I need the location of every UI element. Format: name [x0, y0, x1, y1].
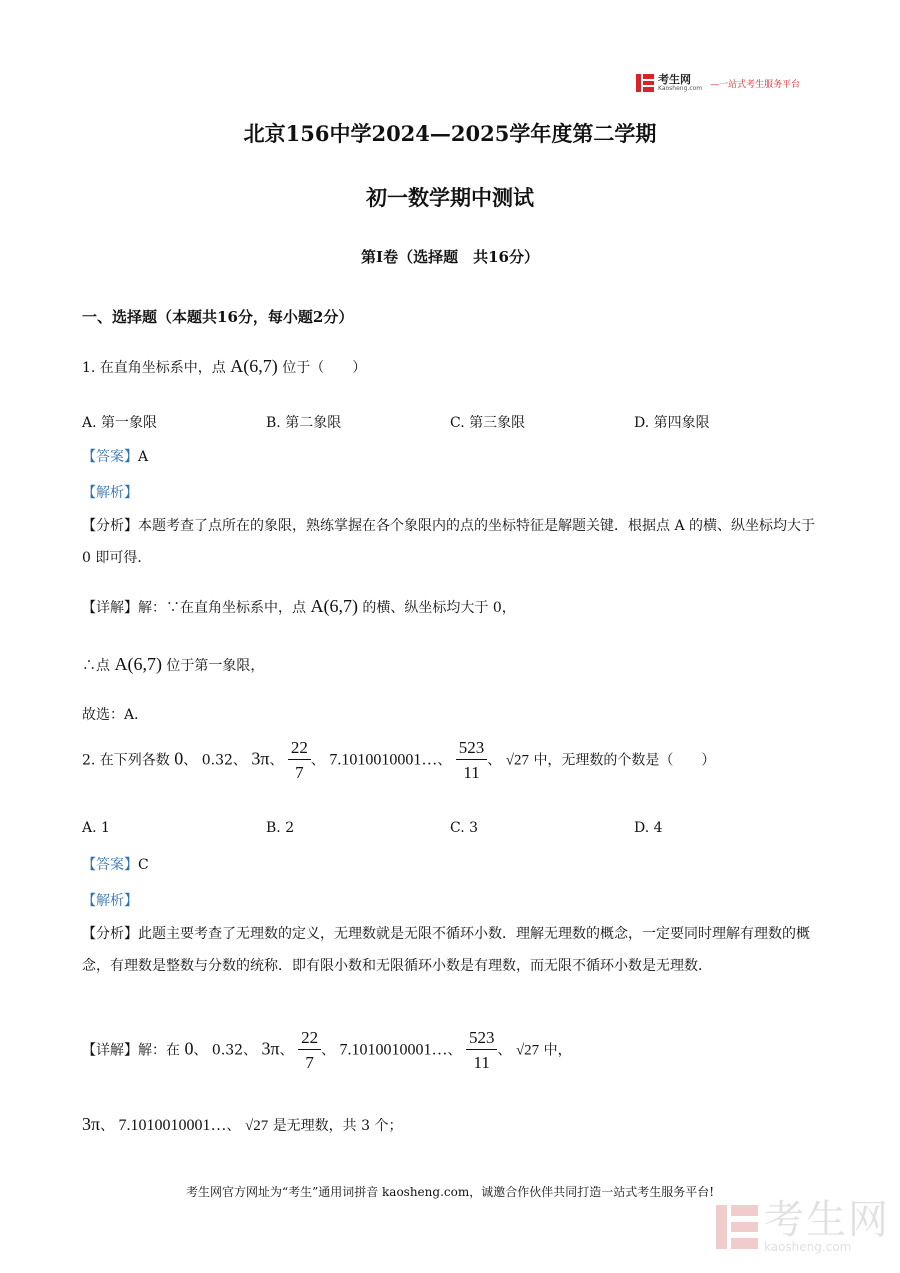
q1-option-c: C. 第三象限 — [450, 415, 526, 431]
sep: 、 — [269, 752, 284, 769]
fenxi-tag: 【分析】 — [82, 518, 138, 534]
exam-title: 北京156中学2024—2025学年度第二学期 — [243, 121, 657, 146]
q1-detail-a: 解：∵在直角坐标系中，点 — [138, 600, 306, 616]
sep: 、 — [183, 752, 198, 769]
q2-detail-b: 中， — [543, 1042, 572, 1059]
q1-analysis-tag: 【解析】 — [82, 485, 138, 501]
q2-fraction-1 — [288, 738, 311, 783]
brand-domain: Kaosheng.com — [658, 85, 703, 92]
question-1 — [82, 356, 366, 377]
answer-tag: 【答案】 — [82, 857, 138, 873]
q2-prefix: 2. 在下列各数 — [82, 752, 170, 769]
sep: 、 — [487, 752, 502, 769]
sep: 、 — [321, 1042, 336, 1059]
question-2 — [82, 738, 715, 783]
kaosheng-logo-icon — [636, 74, 654, 92]
q1-option-a: A. 第一象限 — [82, 415, 158, 431]
footer-text: 考生网官方网址为“考生”通用词拼音 kaosheng.com，诚邀合作伙伴共同打造一站式考生服务平台! — [185, 1185, 715, 1199]
q1-detail-b: 的横、纵坐标均大于 0， — [362, 600, 516, 616]
q2-detail-a: 解：在 — [138, 1042, 180, 1059]
q2-suffix: 中，无理数的个数是（ ） — [533, 752, 716, 769]
frac-den: 11 — [473, 1053, 490, 1072]
q1-option-d: D. 第四象限 — [634, 415, 710, 431]
q2-option-b: B. 2 — [266, 820, 295, 836]
detail-tag: 【详解】 — [82, 1042, 138, 1059]
q1-prefix: 1. 在直角坐标系中，点 — [82, 360, 226, 376]
brand-name: 考生网 — [658, 73, 691, 86]
sep: 、 — [497, 1042, 512, 1059]
q2-detail-num-1: 0.32̇ — [211, 1042, 244, 1059]
q1-therefore-a: ∴点 — [82, 658, 110, 674]
frac-num: 22 — [298, 1028, 321, 1050]
q2-answer-value: C — [138, 857, 149, 873]
q1-fenxi — [82, 510, 818, 574]
sep: 、 — [437, 752, 452, 769]
volume-heading: 第Ⅰ卷（选择题 共16分） — [361, 248, 539, 266]
frac-num: 523 — [466, 1028, 498, 1050]
q2-num-4: √27 — [505, 752, 529, 769]
q2-detail-num-2: 3π — [261, 1038, 280, 1059]
exam-subtitle: 初一数学期中测试 — [366, 185, 534, 210]
q2-num-3: 7.1010010001… — [329, 751, 438, 769]
detail-tag: 【详解】 — [82, 600, 138, 616]
q1-detail-point: A(6,7) — [310, 596, 358, 616]
brand-logo — [636, 72, 800, 94]
q1-choose: 故选：A． — [82, 707, 149, 723]
q2-option-c: C. 3 — [450, 820, 479, 836]
sep: 、 — [232, 752, 247, 769]
q2-num-0: 0 — [174, 748, 184, 769]
q2-conclusion — [82, 1114, 403, 1135]
q2-detail-fraction-2 — [466, 1028, 498, 1073]
sep: 、 — [193, 1042, 208, 1059]
sep: 、 — [243, 1042, 258, 1059]
q2-detail-num-3: 7.1010010001… — [339, 1041, 448, 1059]
sep: 、 — [447, 1042, 462, 1059]
q2-option-a: A. 1 — [82, 820, 110, 836]
watermark-logo-icon — [716, 1205, 758, 1249]
sep: 、 — [279, 1042, 294, 1059]
q2-option-d: D. 4 — [634, 820, 663, 836]
sep: 、 — [100, 1118, 115, 1134]
q2-num-1: 0.32̇ — [201, 752, 233, 769]
section-heading: 一、选择题（本题共16分，每小题2分） — [82, 308, 354, 326]
q2-detail — [82, 1028, 572, 1073]
q2-last-d: 是无理数，共 3 个； — [272, 1118, 403, 1134]
frac-den: 11 — [463, 763, 480, 782]
q1-therefore-b: 位于第一象限， — [166, 658, 265, 674]
fenxi-tag: 【分析】 — [82, 926, 138, 942]
watermark-domain: kaosheng.com — [764, 1240, 852, 1254]
q2-detail-num-0: 0 — [184, 1038, 194, 1059]
q2-fenxi-text: 此题主要考查了无理数的定义，无理数就是无限不循环小数．理解无理数的概念，一定要同时理解有理数的概念，有理数是整数与分数的统称．即有限小数和无限循环小数是有理数，而无限不循环小数是无理数． — [82, 926, 810, 974]
q1-therefore — [82, 654, 264, 675]
watermark-name: 考生网 — [764, 1197, 890, 1243]
frac-num: 22 — [288, 738, 311, 760]
watermark — [716, 1197, 890, 1254]
frac-den: 7 — [295, 763, 304, 782]
q2-detail-fraction-1 — [298, 1028, 321, 1073]
sep: 、 — [310, 752, 325, 769]
q2-last-c: √27 — [245, 1118, 269, 1134]
q1-therefore-point: A(6,7) — [114, 654, 162, 674]
frac-den: 7 — [305, 1053, 314, 1072]
brand-slogan: —一站式考生服务平台 — [710, 79, 801, 90]
frac-num: 523 — [456, 738, 488, 760]
sep: 、 — [226, 1118, 241, 1134]
q2-detail-num-4: √27 — [515, 1042, 540, 1059]
q2-last-a: 3π — [82, 1114, 101, 1134]
q1-detail — [82, 596, 516, 617]
q2-answer — [82, 854, 149, 874]
q1-option-b: B. 第二象限 — [266, 415, 342, 431]
q1-point: A(6,7) — [230, 356, 278, 376]
q2-last-b: 7.1010010001… — [118, 1117, 227, 1134]
q1-fenxi-text: 本题考查了点所在的象限，熟练掌握在各个象限内的点的坐标特征是解题关键．根据点 A 的横、纵坐标均大于 0 即可得． — [82, 518, 816, 566]
answer-tag: 【答案】 — [82, 449, 138, 465]
q2-fenxi — [82, 918, 818, 982]
q1-answer-value: A — [138, 449, 149, 465]
q2-fraction-2 — [456, 738, 488, 783]
q1-answer — [82, 446, 148, 466]
q1-suffix: 位于（ ） — [282, 360, 367, 376]
q2-analysis-tag: 【解析】 — [82, 893, 138, 909]
q2-num-2: 3π — [251, 748, 270, 769]
